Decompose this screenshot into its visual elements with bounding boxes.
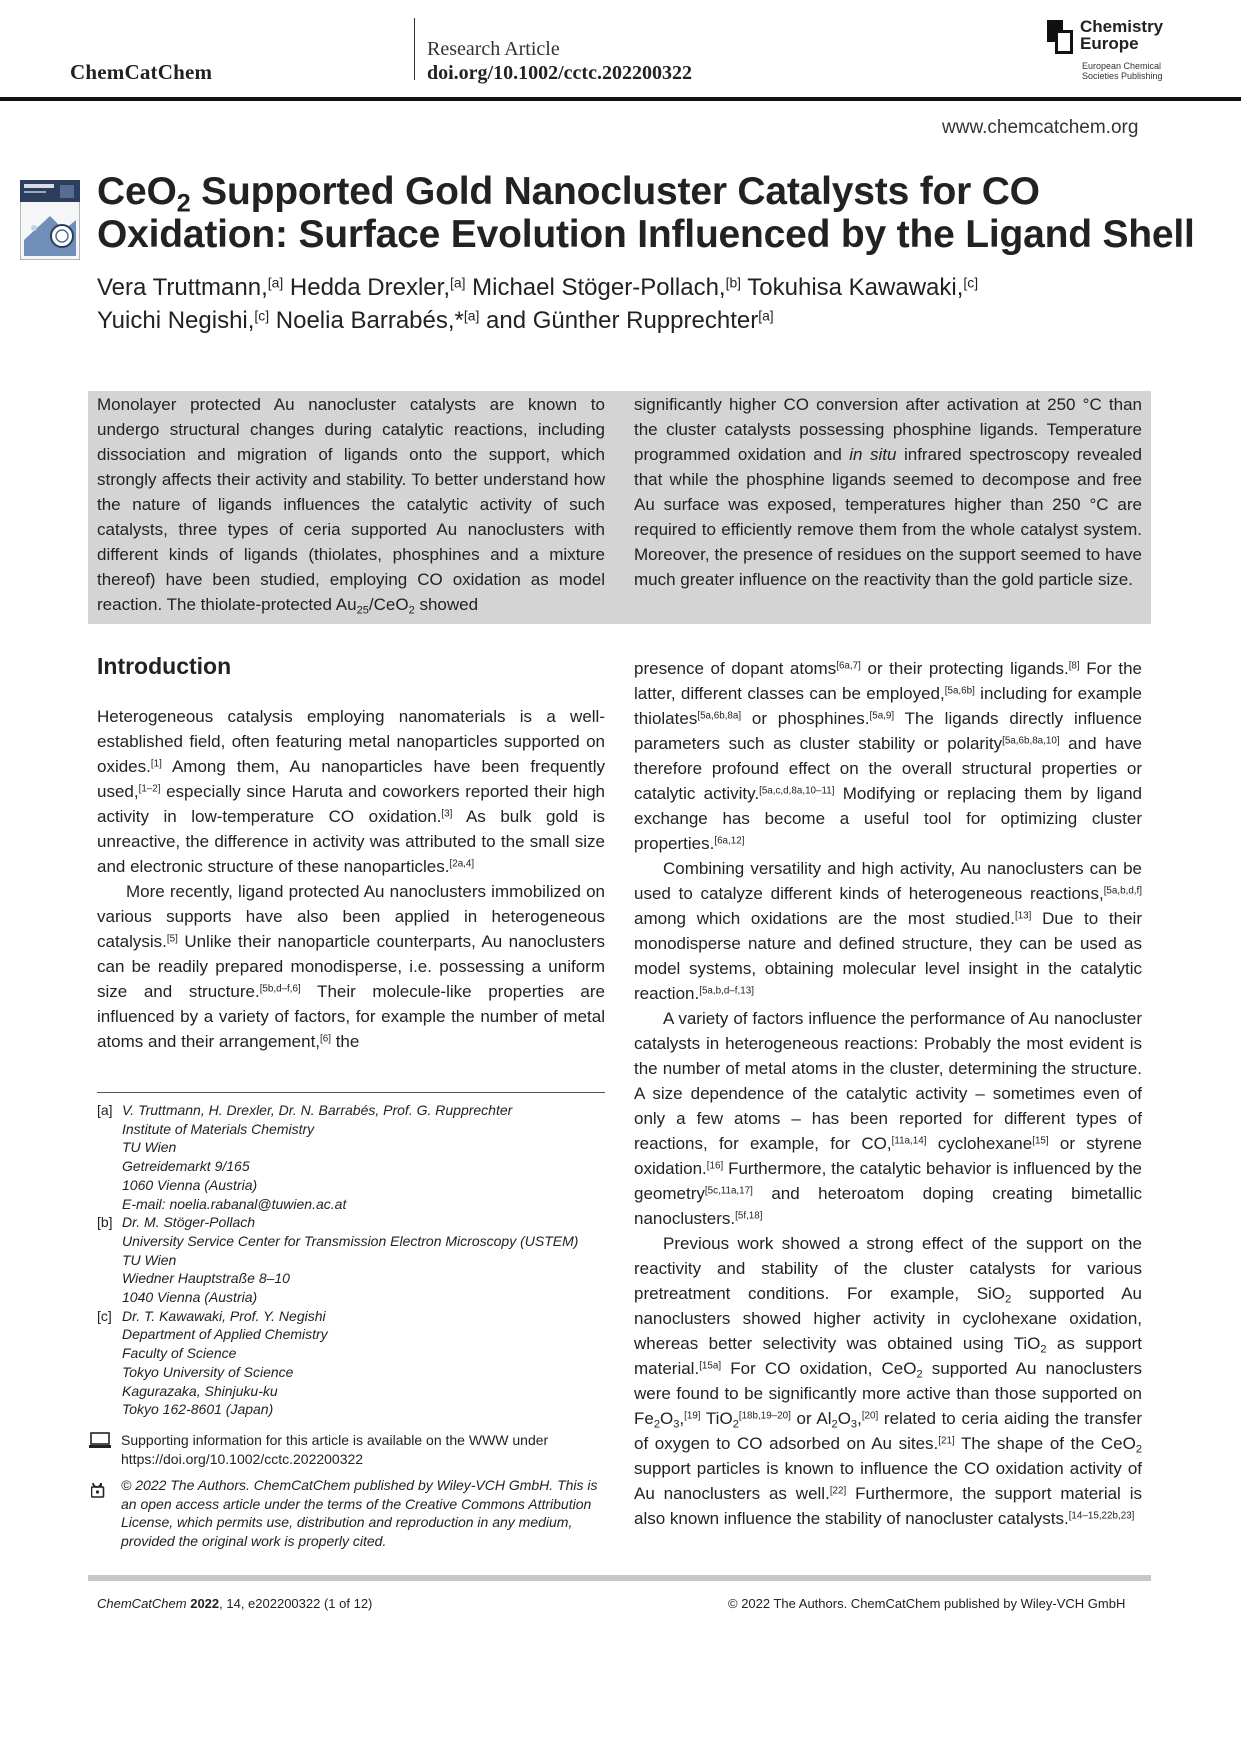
chemistry-europe-logo-icon (1047, 20, 1073, 54)
citation: [5a,6b,8a] (697, 710, 742, 722)
license-statement: © 2022 The Authors. ChemCatChem published by Wiley-VCH GmbH. This is an open access article under the terms of the Creative Commons Attribution License, which permits use, distribution and reproduction in any medium, provided the original work is properly cited. (121, 1477, 598, 1550)
footer-rule (88, 1575, 1151, 1581)
author-name: Vera Truttmann, (97, 274, 268, 301)
citation: [15a] (699, 1360, 722, 1372)
citation: [13] (1014, 910, 1032, 922)
affiliations (97, 1101, 605, 1419)
paragraph: More recently, ligand protected Au nanoclusters immobilized on various supports have also been applied in heterogeneous catalysis.[5] Unlike their nanoparticle counterparts, Au nanoclusters can be readily prepared monodisperse, i.e. possessing a uniform size and structure.[5b,d–f,6] Their molecule-like properties are influenced by a variety of factors, for example the number of metal atoms and their arrangement,[6] the (97, 882, 605, 1051)
author-name: Hedda Drexler, (289, 274, 450, 301)
citation: [6] (320, 1033, 331, 1045)
citation: [21] (938, 1435, 955, 1447)
citation: [15] (1032, 1135, 1049, 1147)
citation: [14–15,22b,23] (1068, 1510, 1135, 1522)
article-title: CeO$_2$ Supported Gold Nanocluster Catalysts for CO Oxidation: Surface Evolution Influenced by the Ligand Shell (97, 170, 1195, 256)
citation: [5f,18] (735, 1210, 763, 1222)
supporting-info-link[interactable]: https://doi.org/10.1002/cctc.202200322 (121, 1450, 364, 1467)
publisher-name: Chemistry Europe (1080, 17, 1164, 53)
author-affiliation-mark: [c] (254, 307, 270, 324)
author-name: Yuichi Negishi, (97, 307, 255, 334)
abstract-right-column: significantly higher CO conversion after activation at 250 °C than the cluster catalysts possessing phosphine ligands. Temperature programmed oxidation and in situ infrared spectroscopy revealed that while the phosphine ligands seemed to decompose and free Au surface was exposed, temperatures higher than 250 °C are required to efficiently remove them from the whole catalyst system. Moreover, the presence of residues on the support seemed to have much greater influence on the reactivity than the gold particle size. (634, 395, 1142, 589)
publisher-subtitle: European Chemical Societies Publishing (1082, 61, 1163, 81)
citation: [3] (441, 808, 453, 820)
computer-icon (89, 1432, 111, 1449)
header-divider (414, 18, 415, 80)
citation: [5a,9] (869, 710, 895, 722)
author-affiliation-mark: [a] (449, 274, 466, 291)
affiliation-block: [c] Dr. T. Kawawaki, Prof. Y. Negishi Department of Applied Chemistry Faculty of Science Tokyo University of Science Kagurazaka, Shinjuku-ku Tokyo 162-8601 (Japan) (97, 1307, 328, 1418)
author-affiliation-mark: [a] (758, 307, 774, 324)
author-name: and Günther Rupprechter (486, 307, 759, 334)
header-rule (0, 97, 1241, 101)
author-email-link[interactable]: E-mail: noelia.rabanal@tuwien.ac.at (122, 1195, 347, 1212)
citation: [19] (684, 1410, 701, 1422)
citation: [5a,6b] (944, 685, 975, 697)
citation: [6a,7] (836, 660, 861, 672)
affiliation-block: [b] Dr. M. Stöger-Pollach University Service Center for Transmission Electron Microscopy (USTEM) TU Wien Wiedner Hauptstraße 8–10 1040 Vienna (Austria) (97, 1214, 579, 1306)
footnote-rule (97, 1092, 605, 1093)
citation: [5a,6b,8a,10] (1002, 735, 1060, 747)
citation: [8] (1068, 660, 1080, 672)
citation: [5b,d–f,6] (259, 983, 301, 995)
author-name: Michael Stöger-Pollach, (472, 274, 726, 301)
citation: [5a,b,d,f] (1103, 885, 1142, 897)
affiliation-tag: [b] (97, 1214, 113, 1231)
citation: [16] (706, 1160, 724, 1172)
introduction-left-column (97, 704, 605, 1054)
citation: [5] (166, 933, 178, 945)
citation: [6a,12] (714, 835, 745, 847)
citation: [5c,11a,17] (704, 1185, 753, 1197)
section-heading-introduction: Introduction (97, 653, 232, 679)
introduction-right-column (634, 656, 1142, 1531)
article-type: Research Article (427, 38, 560, 60)
paragraph: Heterogeneous catalysis employing nanomaterials is a well-established field, often featuring metal nanoparticles supported on oxides.[1] Among them, Au nanoparticles have been frequently used,[1–2] especially since Haruta and coworkers reported their high activity in low-temperature CO oxidation.[3] As bulk gold is unreactive, the difference in activity was attributed to the small size and electronic structure of these nanoparticles.[2a,4] (97, 707, 605, 876)
citation: [1–2] (138, 783, 161, 795)
citation: [18b,19–20] (738, 1410, 791, 1422)
supporting-information: Supporting information for this article is available on the WWW under https://doi.org/10.1002/cctc.202200322 (121, 1431, 605, 1468)
affiliation-block: [a] V. Truttmann, H. Drexler, Dr. N. Barrabés, Prof. G. Rupprechter Institute of Materials Chemistry TU Wien Getreidemarkt 9/165 1060 Vienna (Austria) E-mail: noelia.rabanal@tuwien.ac.at (97, 1101, 605, 1213)
paragraph: Combining versatility and high activity, Au nanoclusters can be used to catalyze different kinds of heterogeneous reactions,[5a,b,d,f] among which oxidations are the most studied.[13] Due to their monodisperse nature and defined structure, they can be used as model systems, obtaining molecular level insight in the catalytic reaction.[5a,b,d–f,13] (634, 859, 1142, 1003)
abstract-left-column: Monolayer protected Au nanocluster catalysts are known to undergo structural changes during catalytic reactions, including dissociation and migration of ligands onto the support, which strongly affects their activity and stability. To better understand how the nature of ligands influences the catalytic activity of such catalysts, three types of ceria supported Au nanoclusters with different kinds of ligands (thiolates, phosphines and a mixture thereof) have been studied, employing CO oxidation as model reaction. The thiolate-protected $Au_{25}/CeO_2$ showed (97, 395, 605, 617)
paragraph: presence of dopant atoms[6a,7] or their protecting ligands.[8] For the latter, different classes can be employed,[5a,6b] including for example thiolates[5a,6b,8a] or phosphines.[5a,9] The ligands directly influence parameters such as cluster stability or polarity[5a,6b,8a,10] and have therefore profound effect on the overall structural properties or catalytic activity.[5a,c,d,8a,10–11] Modifying or replacing them by ligand exchange has become a useful tool for optimizing cluster properties.[6a,12] (634, 659, 1142, 853)
author-name: Noelia Barrabés,* (275, 307, 464, 334)
open-access-lock-icon (91, 1478, 107, 1498)
affiliation-tag: [c] (97, 1307, 112, 1324)
journal-website-link[interactable]: www.chemcatchem.org (942, 117, 1139, 138)
citation: [5a,c,d,8a,10–11] (759, 785, 835, 797)
author-affiliation-mark: [a] (463, 307, 480, 324)
paragraph: Previous work showed a strong effect of the support on the reactivity and stability of the cluster catalysts for various pretreatment conditions. For example, SiO$_2$ supported Au nanoclusters showed higher activity in cyclohexane oxidation, whereas better selectivity was obtained using TiO$_2$ as support material.[15a] For CO oxidation, CeO$_2$ supported Au nanoclusters were found to be significantly more active than those supported on $Fe_2O_3,[19]$ TiO$_2$[18b,19–20] or $Al_2O_3,[20]$ related to ceria aiding the transfer of oxygen to CO adsorbed on Au sites.[21] The shape of the CeO$_2$ support particles is known to influence the CO oxidation activity of Au nanoclusters as well.[22] Furthermore, the support material is also known influence the stability of nanocluster catalysts.[14–15,22b,23] (634, 1234, 1143, 1528)
citation: [22] (829, 1485, 847, 1497)
author-affiliation-mark: [b] (725, 274, 742, 291)
citation: [1] (150, 758, 162, 770)
footer-citation: ChemCatChem 2022, 14, e202200322 (1 of 12) (97, 1596, 373, 1611)
citation: [20] (861, 1410, 879, 1422)
citation: [2a,4] (449, 858, 475, 870)
affiliation-tag: [a] (97, 1102, 113, 1118)
author-list (97, 271, 1217, 337)
citation: [5a,b,d–f,13] (699, 985, 754, 997)
journal-name: ChemCatChem (70, 60, 213, 84)
paragraph: A variety of factors influence the performance of Au nanocluster catalysts in heterogeneous reactions: Probably the most evident is the number of metal atoms in the cluster, determining the structure. A size dependence of the catalytic activity – sometimes even of only a few atoms – has been reported for different types of reactions, for example, for CO,[11a,14] cyclohexane[15] or styrene oxidation.[16] Furthermore, the catalytic behavior is influenced by the geometry[5c,11a,17] and heteroatom doping creating bimetallic nanoclusters.[5f,18] (634, 1009, 1143, 1228)
author-affiliation-mark: [a] (267, 274, 284, 291)
author-affiliation-mark: [c] (963, 274, 979, 291)
citation: [11a,14] (891, 1135, 927, 1147)
author-name: Tokuhisa Kawawaki, (747, 274, 964, 301)
doi-link[interactable]: doi.org/10.1002/cctc.202200322 (427, 62, 692, 84)
footer-copyright: © 2022 The Authors. ChemCatChem published by Wiley-VCH GmbH (728, 1596, 1126, 1611)
journal-cover-thumbnail[interactable] (20, 180, 80, 260)
